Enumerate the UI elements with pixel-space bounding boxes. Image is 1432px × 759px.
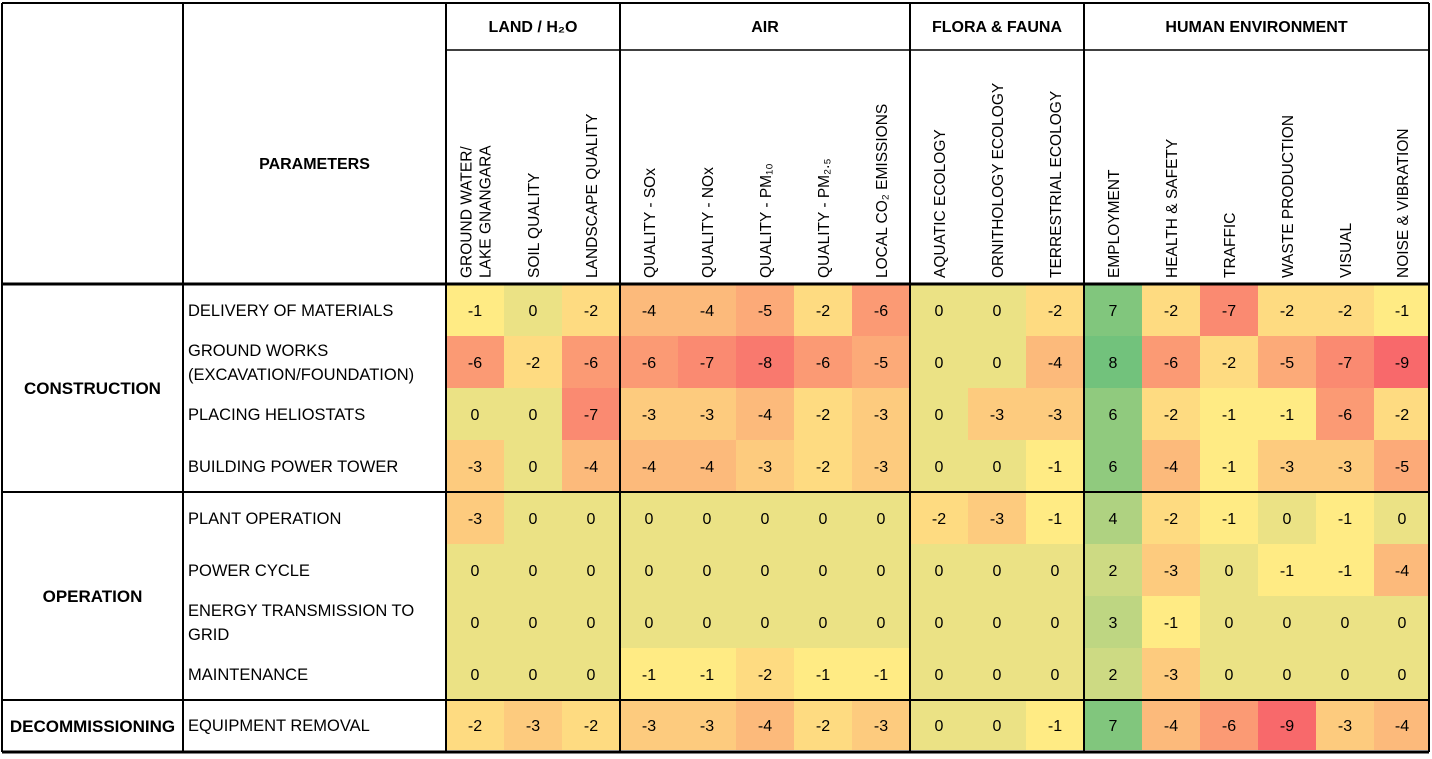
cell-value-label: 0	[702, 511, 712, 528]
cell-value-label: 0	[1340, 615, 1350, 632]
cell-value-label: -3	[873, 407, 889, 424]
cell-value-label: -1	[1047, 511, 1063, 528]
cell-value-label: -3	[989, 511, 1005, 528]
cell-value-label: -7	[583, 407, 599, 424]
cell-value-label: -3	[1163, 563, 1179, 580]
cell-value-label: 0	[992, 459, 1002, 476]
cell-value-label: -6	[583, 355, 599, 372]
cell-value-label: 0	[470, 615, 480, 632]
cell-value-label: 7	[1108, 718, 1118, 735]
cell-value-label: 0	[818, 615, 828, 632]
cell-value-label: 0	[1282, 615, 1292, 632]
cell-value-label: 0	[760, 511, 770, 528]
cell-value-label: -4	[757, 407, 773, 424]
cell-value-label: 0	[876, 615, 886, 632]
cell-value-label: 0	[992, 615, 1002, 632]
cell-value-label: -1	[873, 667, 889, 684]
cell-value-label: 0	[586, 511, 596, 528]
cell-value-label: -5	[1394, 459, 1410, 476]
cell-value-label: 0	[1282, 667, 1292, 684]
column-header-label: GROUND WATER/	[458, 146, 476, 278]
cell-value-label: -2	[525, 355, 541, 372]
cell-value-label: 0	[1282, 511, 1292, 528]
cell-value-label: 0	[992, 563, 1002, 580]
cell-value-label: -1	[1394, 303, 1410, 320]
cell-value-label: -2	[1394, 407, 1410, 424]
cell-value-label: 0	[818, 563, 828, 580]
cell-value-label: -2	[1047, 303, 1063, 320]
cell-value-label: 0	[992, 303, 1002, 320]
cell-value-label: 0	[470, 407, 480, 424]
activity-label: MAINTENANCE	[188, 666, 309, 684]
parameters-header: PARAMETERS	[259, 156, 370, 173]
cell-value-label: 0	[760, 563, 770, 580]
column-header-label: TRAFFIC	[1222, 212, 1239, 278]
column-header-label: QUALITY - NOx	[700, 167, 717, 278]
cell-value-label: -1	[1337, 511, 1353, 528]
cell-value-label: -2	[815, 459, 831, 476]
cell-value-label: 2	[1108, 667, 1118, 684]
cell-value-label: 6	[1108, 459, 1118, 476]
activity-label: GROUND WORKS	[188, 342, 329, 360]
column-header-label: LANDSCAPE QUALITY	[584, 113, 601, 278]
cell-value-label: -3	[1337, 718, 1353, 735]
cell-value-label: 0	[934, 355, 944, 372]
cell-value-label: 0	[702, 563, 712, 580]
cell-value-label: 0	[528, 459, 538, 476]
cell-value-label: -4	[1163, 718, 1179, 735]
cell-value-label: 2	[1108, 563, 1118, 580]
cell-value-label: -3	[699, 407, 715, 424]
cell-value-label: 0	[586, 615, 596, 632]
cell-value-label: -4	[757, 718, 773, 735]
cell-value-label: -8	[757, 355, 773, 372]
cell-value-label: -4	[583, 459, 599, 476]
column-header-label: QUALITY - PM₂.₅	[816, 158, 833, 278]
cell-value-label: 0	[1397, 667, 1407, 684]
cell-value-label: 0	[528, 615, 538, 632]
cell-value-label: -2	[757, 667, 773, 684]
cell-value-label: -4	[641, 459, 657, 476]
cell-value-label: 0	[644, 511, 654, 528]
activity-label: BUILDING POWER TOWER	[188, 458, 399, 476]
cell-value-label: -3	[873, 718, 889, 735]
cell-value-label: 0	[528, 667, 538, 684]
cell-value-label: -4	[699, 459, 715, 476]
cell-value-label: -6	[873, 303, 889, 320]
cell-value-label: 0	[992, 667, 1002, 684]
column-header-label: LOCAL CO₂ EMISSIONS	[874, 103, 891, 278]
cell-value-label: -7	[1337, 355, 1353, 372]
cell-value-label: -2	[1163, 511, 1179, 528]
cell-value-label: -4	[1047, 355, 1063, 372]
cell-value-label: 0	[934, 615, 944, 632]
column-header-label: LAKE GNANGARA	[477, 145, 495, 278]
cell-value-label: -1	[1279, 407, 1295, 424]
activity-label: (EXCAVATION/FOUNDATION)	[188, 366, 415, 384]
cell-value-label: -5	[757, 303, 773, 320]
activity-label: DELIVERY OF MATERIALS	[188, 302, 394, 320]
cell-value-label: 4	[1108, 511, 1118, 528]
cell-value-label: -6	[467, 355, 483, 372]
cell-value-label: 0	[1224, 563, 1234, 580]
cell-value-label: 0	[586, 667, 596, 684]
column-header-label: TERRESTRIAL ECOLOGY	[1048, 90, 1065, 278]
phase-label: CONSTRUCTION	[24, 379, 161, 398]
cell-value-label: -1	[641, 667, 657, 684]
cell-value-label: -2	[467, 718, 483, 735]
cell-value-label: 7	[1108, 303, 1118, 320]
cell-value-label: -3	[1337, 459, 1353, 476]
cell-value-label: -1	[1221, 407, 1237, 424]
cell-value-label: 0	[876, 563, 886, 580]
cell-value-label: -3	[757, 459, 773, 476]
cell-value-label: -6	[641, 355, 657, 372]
column-header-label: WASTE PRODUCTION	[1280, 114, 1297, 278]
cell-value-label: 0	[586, 563, 596, 580]
cell-value-label: -2	[1279, 303, 1295, 320]
cell-value-label: 0	[1397, 511, 1407, 528]
cell-value-label: -3	[641, 407, 657, 424]
column-header-label: ORNITHOLOGY ECOLOGY	[990, 82, 1007, 278]
cell-value-label: 0	[1397, 615, 1407, 632]
cell-value-label: -6	[1337, 407, 1353, 424]
cell-value-label: 0	[528, 407, 538, 424]
cell-value-label: -3	[1163, 667, 1179, 684]
cell-value-label: -4	[641, 303, 657, 320]
cell-value-label: -1	[815, 667, 831, 684]
cell-value-label: -3	[1279, 459, 1295, 476]
cell-value-label: -2	[815, 718, 831, 735]
cell-value-label: 0	[644, 615, 654, 632]
cell-value-label: -1	[1221, 459, 1237, 476]
cell-value-label: -4	[1394, 718, 1410, 735]
cell-value-label: 0	[1224, 667, 1234, 684]
phase-label: OPERATION	[42, 587, 143, 606]
cell-value-label: -4	[1394, 563, 1410, 580]
activity-label: GRID	[188, 626, 230, 644]
cell-value-label: -3	[699, 718, 715, 735]
cell-value-label: 0	[702, 615, 712, 632]
column-header-label: SOIL QUALITY	[526, 172, 543, 278]
cell-value-label: 0	[1050, 615, 1060, 632]
group-header-label: FLORA & FAUNA	[931, 19, 1063, 36]
cell-value-label: 0	[1340, 667, 1350, 684]
cell-value-label: -1	[1047, 718, 1063, 735]
column-header-label: QUALITY - SOx	[642, 168, 659, 278]
cell-value-label: 0	[528, 511, 538, 528]
column-header-label: VISUAL	[1338, 222, 1355, 278]
column-header-label: QUALITY - PM₁₀	[758, 163, 775, 278]
cell-value-label: -1	[1047, 459, 1063, 476]
cell-value-label: 0	[1224, 615, 1234, 632]
column-header-label: HEALTH & SAFETY	[1164, 138, 1181, 278]
cell-value-label: 0	[934, 718, 944, 735]
cell-value-label: -1	[699, 667, 715, 684]
cell-value-label: -1	[1221, 511, 1237, 528]
cell-value-label: -5	[873, 355, 889, 372]
cell-value-label: -3	[989, 407, 1005, 424]
cell-value-label: -5	[1279, 355, 1295, 372]
cell-value-label: 0	[934, 563, 944, 580]
cell-value-label: -1	[1163, 615, 1179, 632]
cell-value-label: 0	[1050, 667, 1060, 684]
cell-value-label: 0	[528, 303, 538, 320]
cell-value-label: 0	[876, 511, 886, 528]
group-header-label: AIR	[751, 19, 779, 36]
cell-value-label: -3	[641, 718, 657, 735]
cell-value-label: -3	[1047, 407, 1063, 424]
column-header-label: NOISE & VIBRATION	[1395, 128, 1412, 278]
cell-value-label: -2	[1163, 303, 1179, 320]
cell-value-label: -6	[1163, 355, 1179, 372]
cell-value-label: 0	[934, 303, 944, 320]
group-header-label: LAND / H₂O	[488, 19, 578, 36]
cell-value-label: -2	[1163, 407, 1179, 424]
cell-value-label: -3	[525, 718, 541, 735]
cell-value-label: -9	[1394, 355, 1410, 372]
cell-value-label: 6	[1108, 407, 1118, 424]
cell-value-label: -3	[467, 511, 483, 528]
cell-value-label: -2	[815, 407, 831, 424]
cell-value-label: -9	[1279, 718, 1295, 735]
cell-value-label: -7	[699, 355, 715, 372]
activity-label: ENERGY TRANSMISSION TO	[188, 602, 415, 620]
cell-value-label: 0	[992, 355, 1002, 372]
column-header-label: EMPLOYMENT	[1106, 169, 1123, 278]
cell-value-label: 0	[818, 511, 828, 528]
cell-value-label: 0	[934, 407, 944, 424]
cell-value-label: 0	[934, 667, 944, 684]
cell-value-label: 0	[528, 563, 538, 580]
cell-value-label: -2	[815, 303, 831, 320]
activity-label: POWER CYCLE	[188, 562, 310, 580]
cell-value-label: 0	[470, 563, 480, 580]
cell-value-label: -2	[583, 303, 599, 320]
cell-value-label: 8	[1108, 355, 1118, 372]
cell-value-label: -2	[583, 718, 599, 735]
activity-label: PLACING HELIOSTATS	[188, 406, 366, 424]
group-header-label: HUMAN ENVIRONMENT	[1165, 19, 1348, 36]
cell-value-label: -2	[931, 511, 947, 528]
cell-value-label: -6	[1221, 718, 1237, 735]
cell-value-label: 0	[470, 667, 480, 684]
cell-value-label: -7	[1221, 303, 1237, 320]
phase-label: DECOMMISSIONING	[9, 717, 176, 736]
activity-label: PLANT OPERATION	[188, 510, 342, 528]
cell-value-label: -1	[1279, 563, 1295, 580]
column-header-label: AQUATIC ECOLOGY	[932, 129, 949, 278]
cell-value-label: -2	[1337, 303, 1353, 320]
cell-value-label: 0	[1050, 563, 1060, 580]
cell-value-label: -3	[467, 459, 483, 476]
cell-value-label: -1	[1337, 563, 1353, 580]
cell-value-label: -2	[1221, 355, 1237, 372]
cell-value-label: -4	[699, 303, 715, 320]
cell-value-label: -3	[873, 459, 889, 476]
cell-value-label: 0	[760, 615, 770, 632]
cell-value-label: 0	[644, 563, 654, 580]
cell-value-label: -6	[815, 355, 831, 372]
cell-value-label: 0	[934, 459, 944, 476]
cell-value-label: -4	[1163, 459, 1179, 476]
cell-value-label: -1	[467, 303, 483, 320]
cell-value-label: 3	[1108, 615, 1118, 632]
activity-label: EQUIPMENT REMOVAL	[188, 717, 370, 735]
cell-value-label: 0	[992, 718, 1002, 735]
